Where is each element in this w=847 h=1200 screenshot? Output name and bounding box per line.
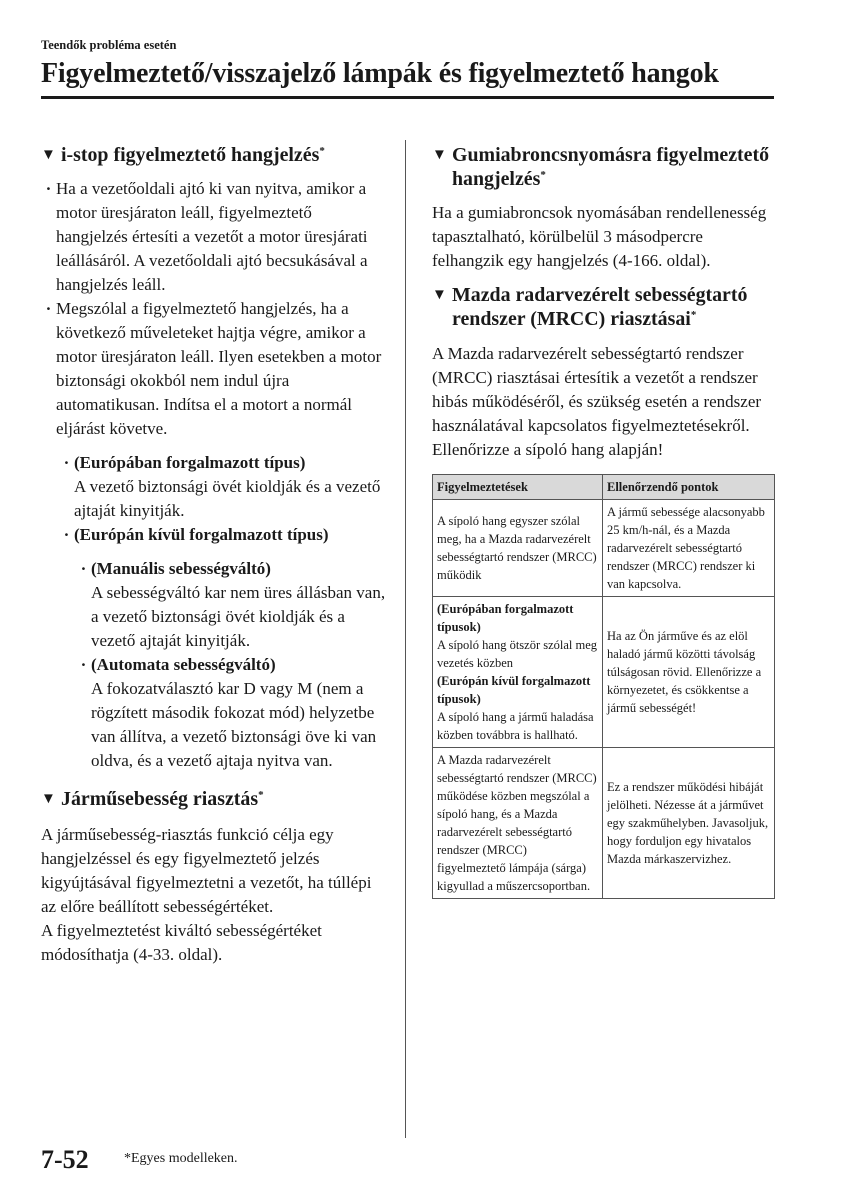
sub-title: (Európán kívül forgalmazott típus) [74,525,329,544]
heading-tire-pressure-text: Gumiabroncsnyomásra figyelmeztető hangjelzés [452,144,770,190]
list-item [59,451,386,523]
heading-mrcc-text: Mazda radarvezérelt sebességtartó rendszer (MRCC) riasztásai [452,284,748,330]
sub-text: A vezető biztonsági övét kioldják és a vezető ajtaját kinyitják. [74,477,381,520]
bullet-dot-icon: · [80,655,87,674]
section-label: Teendők probléma esetén [41,38,177,52]
list-item [41,177,386,297]
list-item [59,523,386,547]
sub-title: (Automata sebességváltó) [91,655,276,674]
column-header: Figyelmeztetések [433,475,603,500]
heading-speed-alarm-text: Járműsebesség riasztás [61,788,259,810]
page-number: 7-52 [41,1145,89,1174]
speed-alarm-paragraph-2: A figyelmeztetést kiváltó sebességértéket módosíthatja (4-33. oldal). [41,921,322,964]
bullet-dot-icon: · [63,453,70,472]
table-cell: Ha az Ön járműve és az elöl haladó jármű közötti távolság túlságosan rövid. Ellenőrizze a környezetet, és csökkentse a jármű sebességét! [603,597,775,748]
sub-text: A sebességváltó kar nem üres állásban van, a vezető biztonsági övét kioldják és a vezető ajtaját kinyitják. [91,583,386,650]
cell-subtitle: (Európán kívül forgalmazott típusok) [437,674,591,706]
footnote: *Egyes modelleken. [124,1151,238,1166]
table-cell: Ez a rendszer működési hibáját jelölheti. Nézesse át a járművet egy szakműhelyben. Javasoljuk, hogy forduljon egy hivatalos Mazda márkaszervizhez. [603,748,775,899]
cell-text: A sípoló hang a jármű haladása közben továbbra is hallható. [437,710,594,742]
column-divider [405,140,406,1138]
title-rule [41,96,774,99]
sub-list-level1 [59,451,386,773]
speed-alarm-paragraph: A járműsebesség-riasztás funkció célja egy hangjelzéssel és egy figyelmeztető jelzés kigyújtásával figyelmeztetni a vezetőt, ha túllépi az előre beállított sebességértéket. [41,825,372,916]
cell-text: A sípoló hang ötször szólal meg vezetés közben [437,638,598,670]
table-header-row [433,475,775,500]
istop-bullet-list [41,177,386,441]
asterisk-mark: * [319,145,325,157]
triangle-icon: ▼ [432,147,447,163]
triangle-icon: ▼ [432,287,447,303]
sub-text: A fokozatválasztó kar D vagy M (nem a rögzített második fokozat mód) helyzetbe van állítva, a vezető biztonsági öve ki van oldva, és a vezető ajtaja nyitva van. [91,679,377,770]
bullet-dot-icon: · [45,299,52,318]
asterisk-mark: * [540,169,546,181]
table-cell [433,597,603,748]
heading-tire-pressure [432,143,774,191]
sub-title: (Európában forgalmazott típus) [74,453,306,472]
table-cell: A jármű sebessége alacsonyabb 25 km/h-nál, és a Mazda radarvezérelt sebességtartó rendszer (MRCC) rendszer ki van kapcsolva. [603,500,775,597]
bullet-dot-icon: · [80,559,87,578]
mrcc-paragraph: A Mazda radarvezérelt sebességtartó rendszer (MRCC) riasztásai értesítik a vezetőt a rendszer hibás működéséről, és szükség esetén a rendszer használatával kapcsolatos figyelmeztetésekről. [432,344,762,435]
column-header: Ellenőrzendő pontok [603,475,775,500]
sub-title: (Manuális sebességváltó) [91,559,271,578]
heading-istop-text: i-stop figyelmeztető hangjelzés [61,144,320,166]
list-item [76,557,386,653]
asterisk-mark: * [690,309,697,321]
right-column [432,143,774,899]
mrcc-paragraph-2: Ellenőrizze a sípoló hang alapján! [432,440,664,459]
table-row [433,597,775,748]
warning-table [432,474,775,899]
cell-subtitle: (Európában forgalmazott típusok) [437,602,574,634]
bullet-text: Megszólal a figyelmeztető hangjelzés, ha a következő műveleteket hajtja végre, amikor a motor üresjáraton leáll. Ilyen esetekben a motor biztonsági okokból nem indul újra automatikusan. Indítsa el a motort a normál eljárást követve. [56,299,382,438]
table-cell: A Mazda radarvezérelt sebességtartó rendszer (MRCC) működése közben megszólal a sípoló hang, és a Mazda radarvezérelt sebességtartó rendszer (MRCC) figyelmeztető lámpája (sárga) kigyullad a műszercsoportban. [433,748,603,899]
sub-list-level2 [76,557,386,773]
heading-speed-alarm [41,787,386,811]
list-item [76,653,386,773]
bullet-dot-icon: · [63,525,70,544]
triangle-icon: ▼ [41,147,56,163]
list-item [41,297,386,441]
left-column [41,143,386,967]
table-cell: A sípoló hang egyszer szólal meg, ha a Mazda radarvezérelt sebességtartó rendszer (MRCC) működik [433,500,603,597]
asterisk-mark: * [258,789,264,801]
table-row [433,748,775,899]
heading-mrcc [432,283,774,331]
triangle-icon: ▼ [41,791,56,807]
table-row [433,500,775,597]
bullet-dot-icon: · [45,179,52,198]
page-title: Figyelmeztető/visszajelző lámpák és figyelmeztető hangok [41,58,719,89]
heading-istop [41,143,386,167]
bullet-text: Ha a vezetőoldali ajtó ki van nyitva, amikor a motor üresjáraton leáll, figyelmeztető hangjelzés értesíti a vezetőt a motor üresjárati leállásáról. A vezetőoldali ajtó becsukásával a hangjelzés leáll. [56,179,368,294]
tire-pressure-paragraph: Ha a gumiabroncsok nyomásában rendellenesség tapasztalható, körülbelül 3 másodpercre felhangzik egy hangjelzés (4-166. oldal). [432,203,767,270]
